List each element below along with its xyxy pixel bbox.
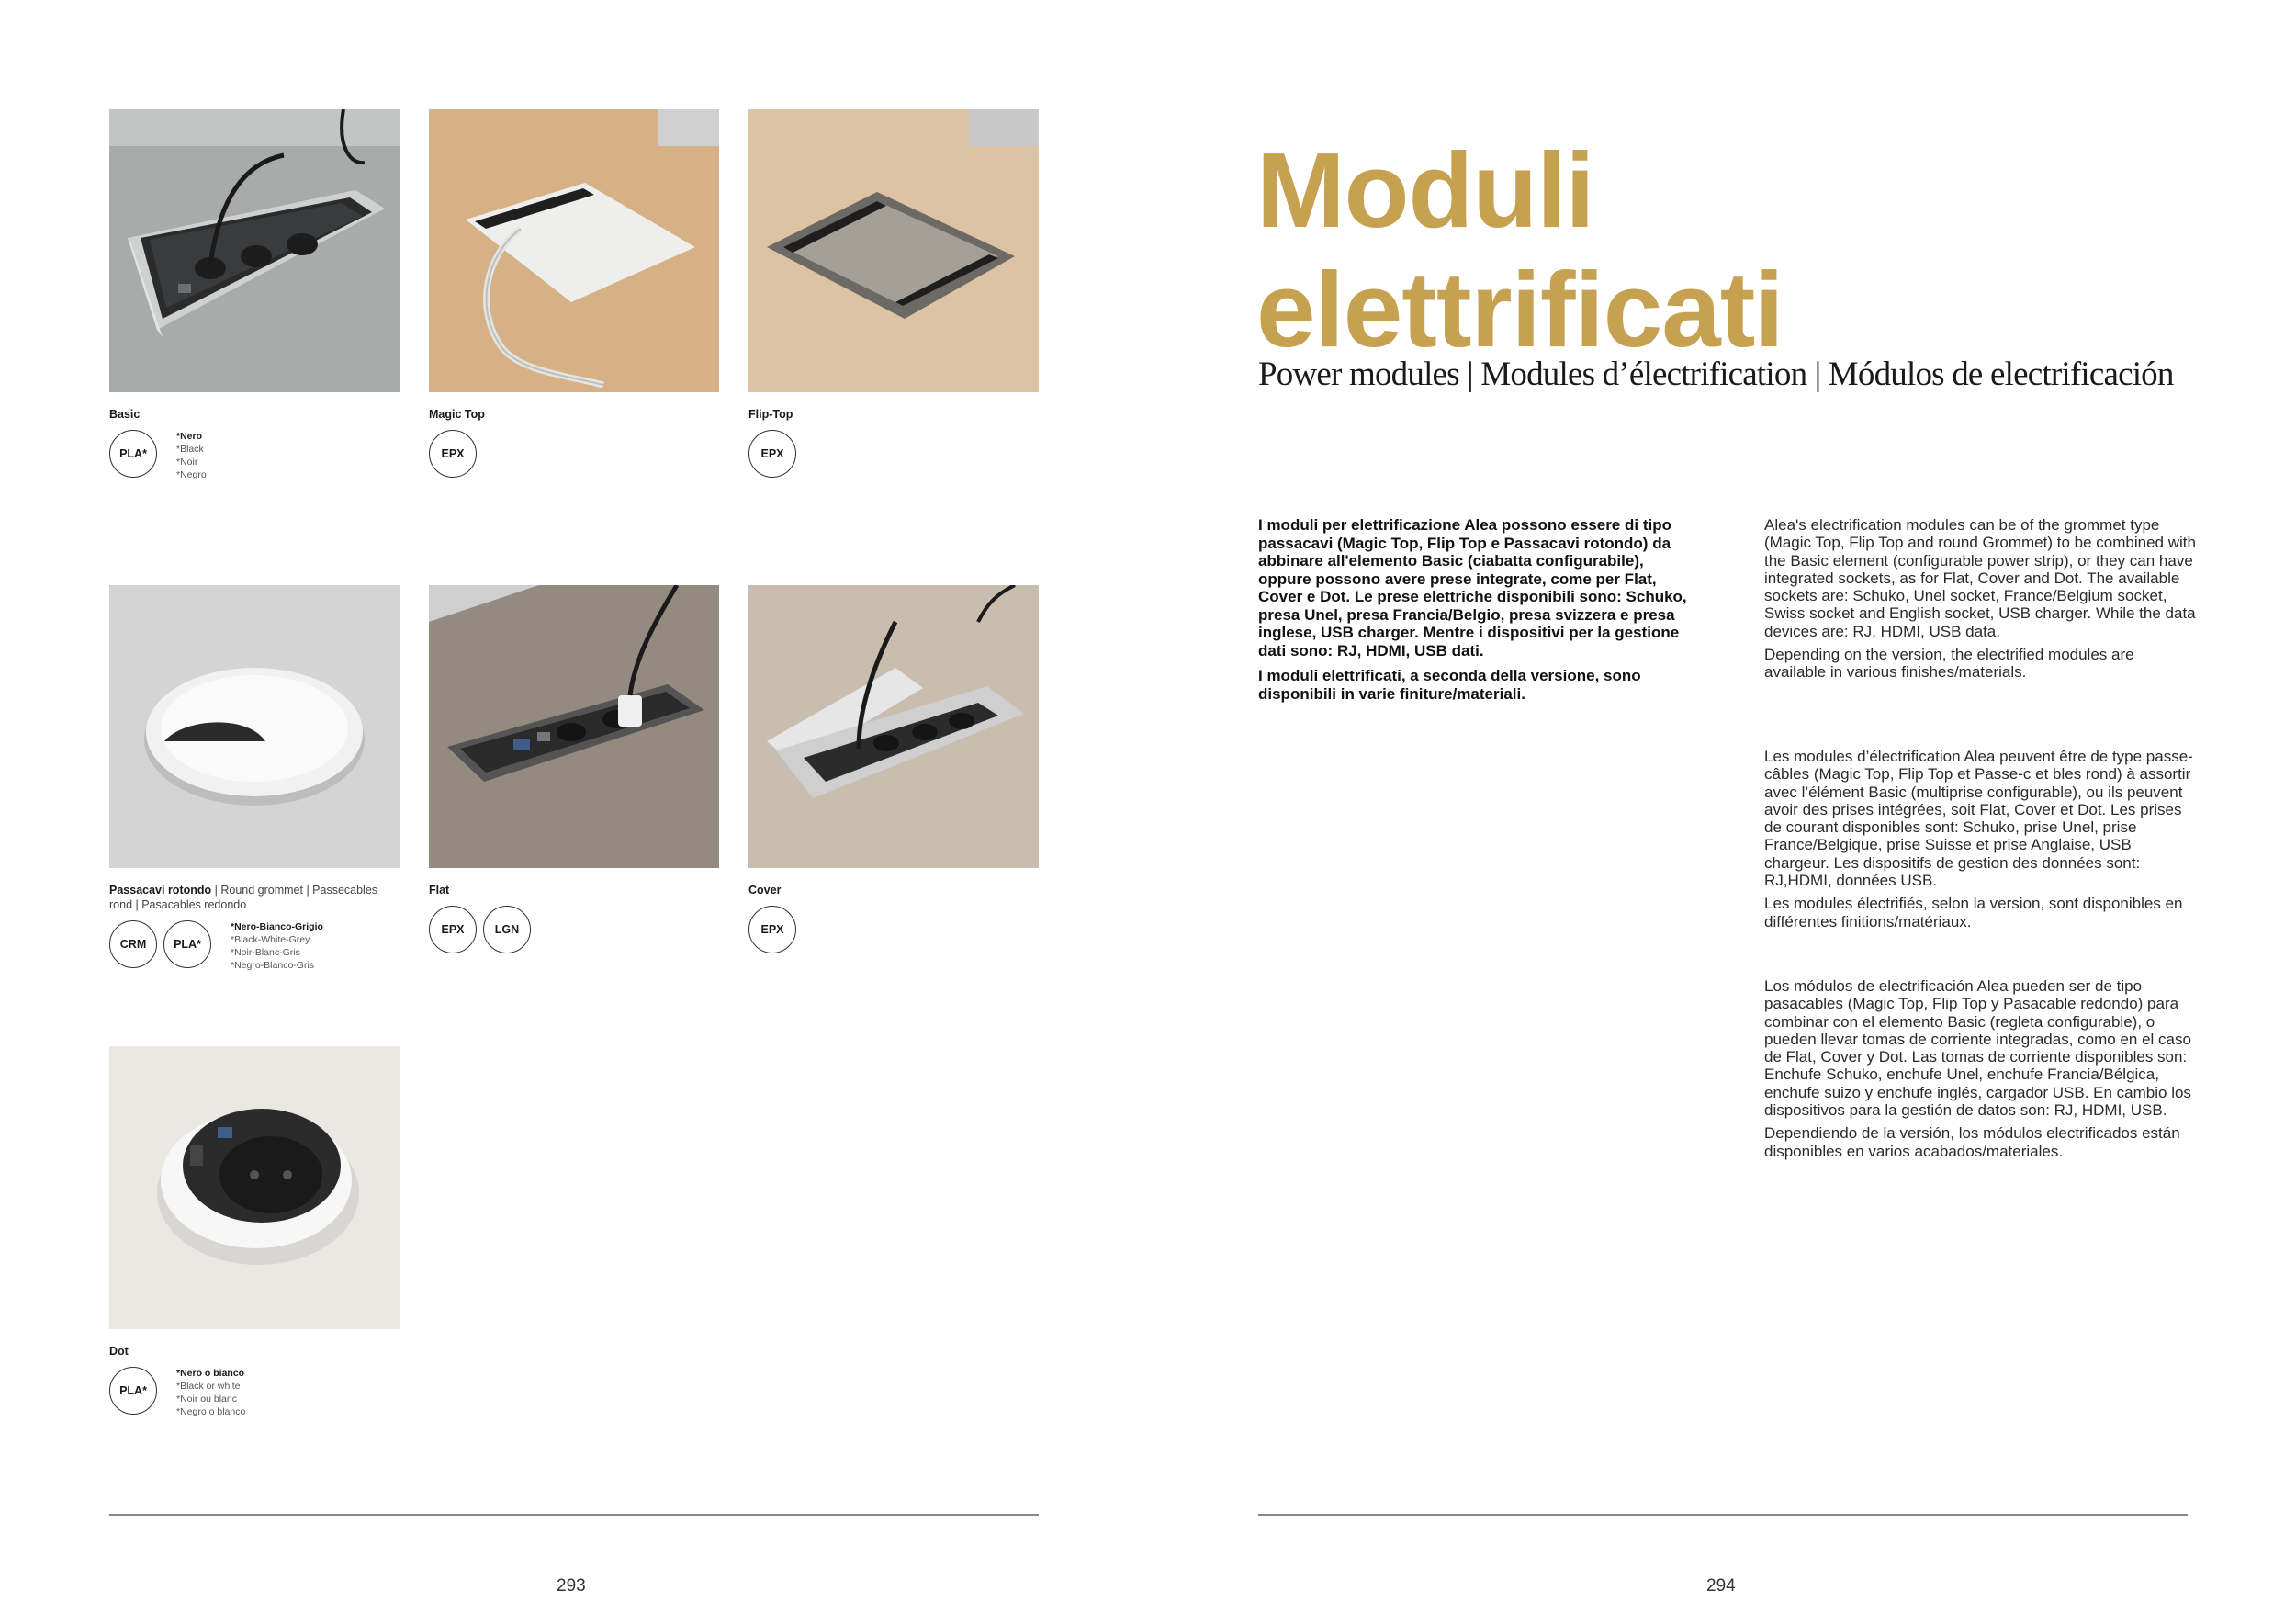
product-name: Dot [109,1345,129,1358]
flip-top-photo [748,109,1039,392]
color-list: *Nero *Black *Noir *Negro [176,431,207,480]
cover-photo [748,585,1039,868]
page-number-left: 293 [557,1576,586,1596]
product-cover [748,585,1039,953]
product-passacavi-rotondo [109,585,400,972]
dot-photo [109,1046,400,1329]
material-badge: PLA* [109,1367,157,1415]
material-badge: EPX [748,430,796,478]
product-flat [429,585,719,953]
flat-photo [429,585,719,868]
material-badge: EPX [748,906,796,953]
product-dot [109,1046,400,1418]
page-number-right: 294 [1706,1576,1736,1596]
round-grommet-photo [109,585,400,868]
product-name: Magic Top [429,408,485,421]
basic-photo [109,109,400,392]
page-title: Moduli elettrificati [1256,130,1784,369]
right-footer-rule [1258,1514,2188,1516]
material-badge: EPX [429,906,477,953]
material-badge: CRM [109,920,157,968]
product-name: Cover [748,884,782,897]
color-list: *Nero-Bianco-Grigio *Black-White-Grey *Noir-Blanc-Gris *Negro-Blanco-Gris [231,921,323,971]
italian-description: I moduli per elettrificazione Alea possono essere di tipo passacavi (Magic Top, Flip Top e Passacavi rotondo) da abbinare all'elemento Basic (ciabatta configurabile), oppure possono avere prese integrate, come per Flat, Cover e Dot. Le prese elettriche disponibili sono: Schuko, presa Unel, presa Francia/Belgio, presa svizzera e presa inglese, USB charger. Mentre i dispositivi per la gestione dati sono: RJ, HDMI, USB dati. I moduli elettrificati, a seconda della versione, sono disponibili in varie finiture/materiali. [1258,516,1687,703]
magic-top-photo [429,109,719,392]
material-badge: LGN [483,906,531,953]
color-list: *Nero o bianco *Black or white *Noir ou blanc *Negro o blanco [176,1368,246,1417]
material-badge: PLA* [109,430,157,478]
material-badge: PLA* [163,920,211,968]
product-magic-top [429,109,719,478]
material-badge: EPX [429,430,477,478]
spanish-description: Los módulos de electrificación Alea pueden ser de tipo pasacables (Magic Top, Flip Top y Pasacable redondo) para combinar con el elemento Basic (regleta configurable), o pueden llevar tomas de corriente integradas, como en el caso de Flat, Cover y Dot. Las tomas de corriente disponibles son: Enchufe Schuko, enchufe Unel, enchufe Francia/Bélgica, enchufe suizo y enchufe inglés, cargador USB. En cambio los dispositivos para la gestión de datos son: RJ, HDMI, USB. Dependiendo de la versión, los módulos electrificados están disponibles en varios acabados/materiales. [1764,977,2191,1160]
left-footer-rule [109,1514,1039,1516]
product-basic [109,109,400,481]
product-name: Basic [109,408,141,421]
page-subtitle: Power modules | Modules d’électrification | Módulos de electrificación [1258,355,2174,393]
french-description: Les modules d’électrification Alea peuvent être de type passe-câbles (Magic Top, Flip Top et Passe-c et bles rond) à assortir avec l’élément Basic (multiprise configurable), ou ils peuvent avoir des prises intégrées, soit Flat, Cover et Dot. Les prises de courant disponibles sont: Schuko, prise Unel, prise France/Belgique, prise Suisse et prise Anglaise, USB chargeur. Les dispositifs de gestion des données sont: RJ,HDMI, données USB. Les modules électrifiés, selon la version, sont disponibles en différentes finitions/matériaux. [1764,748,2193,930]
product-name: Flat [429,884,450,897]
product-name: Passacavi rotondo | Round grommet | Passecables rond | Pasacables redondo [109,884,378,911]
english-description: Alea's electrification modules can be of the grommet type (Magic Top, Flip Top and round Grommet) to be combined with the Basic element (configurable power strip), or they can have integrated sockets, as for Flat, Cover and Dot. The available sockets are: Schuko, Unel socket, France/Belgium socket, Swiss socket and English socket, USB charger. While the data devices are: RJ, HDMI, USB data. Depending on the version, the electrified modules are available in various finishes/materials. [1764,516,2196,682]
product-flip-top [748,109,1039,478]
product-name: Flip-Top [748,408,793,421]
